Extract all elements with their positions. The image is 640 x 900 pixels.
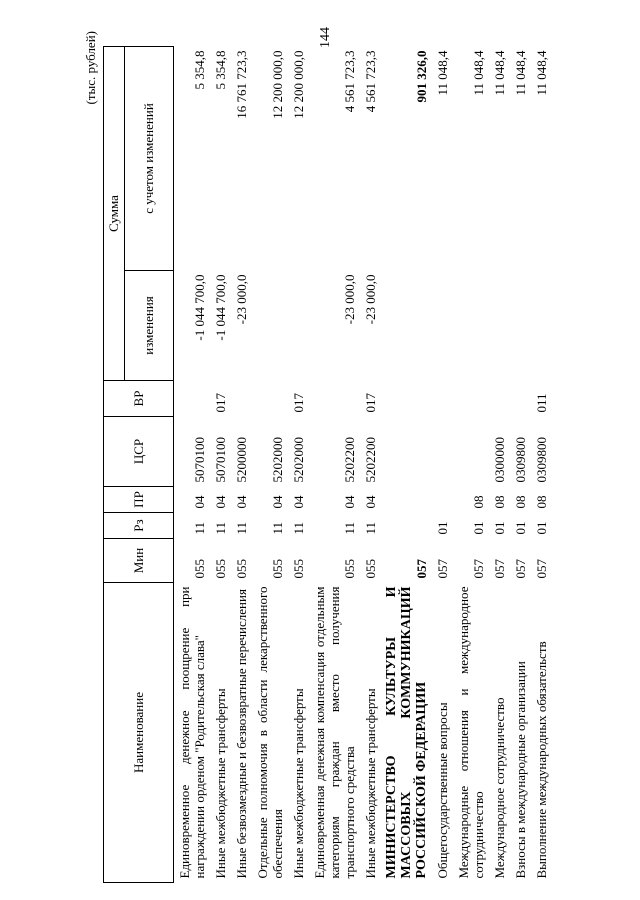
row-change: -23 000,0 (342, 274, 357, 325)
row-csr (381, 417, 432, 487)
row-vr: 017 (291, 393, 306, 413)
rotated-page-content (79, 23, 634, 883)
row-pr: 04 (213, 495, 228, 509)
header-vr: ВР (104, 381, 174, 417)
row-rz: 11 (234, 521, 249, 535)
table-row (531, 47, 552, 883)
row-min: 055 (342, 559, 357, 579)
row-total: 11 048,4 (513, 50, 528, 96)
row-pr: 08 (471, 495, 486, 509)
row-pr (381, 487, 432, 513)
table-row (252, 47, 288, 883)
row-pr: 04 (342, 495, 357, 509)
row-change (453, 271, 489, 381)
row-total: 11 048,4 (492, 50, 507, 96)
row-name: МИНИСТЕРСТВО КУЛЬТУРЫ И МАССОВЫХ КОММУНИКАЦИЙ РОССИЙСКОЙ ФЕДЕРАЦИИ (384, 586, 429, 879)
row-rz: 01 (534, 521, 549, 535)
row-csr (453, 417, 489, 487)
header-change: изменения (125, 271, 174, 381)
row-csr: 0309800 (534, 437, 549, 483)
row-pr: 04 (363, 495, 378, 509)
row-change (510, 271, 531, 381)
row-vr (453, 381, 489, 417)
budget-table (103, 46, 552, 883)
row-name: Общегосударственные вопросы (435, 702, 450, 879)
row-name: Единовременная денежная компенсация отдельным категориям граждан вместо получения транспортного средства (312, 586, 357, 879)
row-name: Выполнение международных обязательств (534, 641, 549, 879)
row-total: 11 048,4 (534, 50, 549, 96)
row-pr: 04 (234, 495, 249, 509)
row-vr (510, 381, 531, 417)
table-row (453, 47, 489, 883)
row-change (252, 271, 288, 381)
row-total: 11 048,4 (435, 50, 450, 96)
table-row (231, 47, 252, 883)
header-csr: ЦСР (104, 417, 174, 487)
row-rz: 11 (291, 521, 306, 535)
row-total: 4 561 723,3 (342, 50, 357, 113)
row-vr (309, 381, 360, 417)
header-min: Мин (104, 539, 174, 583)
row-name: Иные межбюджетные трансферты (363, 688, 378, 879)
row-pr: 04 (270, 495, 285, 509)
row-csr: 5202200 (342, 437, 357, 483)
row-min: 057 (471, 559, 486, 579)
row-csr: 5202200 (363, 437, 378, 483)
row-change (432, 271, 453, 381)
row-csr (432, 417, 453, 487)
row-vr: 017 (213, 393, 228, 413)
row-rz (381, 513, 432, 539)
row-csr: 5070100 (213, 437, 228, 483)
header-name: Наименование (104, 583, 174, 883)
row-total: 12 200 000,0 (291, 50, 306, 119)
header-row-1 (104, 47, 125, 883)
header-with-change: с учетом изменений (125, 47, 174, 271)
header-sum: Сумма (104, 47, 125, 381)
table-row (288, 47, 309, 883)
row-rz: 01 (471, 521, 486, 535)
row-total: 16 761 723,3 (234, 50, 249, 119)
row-name: Иные безвозмездные и безвозвратные перечисления (234, 589, 249, 879)
row-rz: 11 (270, 521, 285, 535)
row-csr: 5200000 (234, 437, 249, 483)
row-vr: 017 (363, 393, 378, 413)
row-vr (432, 381, 453, 417)
row-min: 055 (291, 559, 306, 579)
row-rz: 11 (213, 521, 228, 535)
row-vr (231, 381, 252, 417)
row-change: -23 000,0 (234, 274, 249, 325)
row-change: -23 000,0 (363, 274, 378, 325)
row-change (381, 271, 432, 381)
row-vr (381, 381, 432, 417)
row-min: 055 (213, 559, 228, 579)
header-pr: ПР (104, 487, 174, 513)
page-number: 144 (318, 27, 333, 48)
row-rz: 11 (342, 521, 357, 535)
table-row (381, 47, 432, 883)
table-row (432, 47, 453, 883)
row-rz: 11 (363, 521, 378, 535)
row-csr: 5070100 (192, 437, 207, 483)
row-total: 12 200 000,0 (270, 50, 285, 119)
table-row (174, 47, 211, 883)
row-change: -1 044 700,0 (192, 274, 207, 341)
row-change: -1 044 700,0 (213, 274, 228, 341)
row-name: Иные межбюджетные трансферты (291, 688, 306, 879)
row-total: 901 326,0 (414, 50, 429, 103)
row-min: 055 (270, 559, 285, 579)
row-change (288, 271, 309, 381)
row-pr: 04 (291, 495, 306, 509)
row-pr: 04 (192, 495, 207, 509)
row-name: Взносы в международные организации (513, 661, 528, 879)
row-min: 055 (192, 559, 207, 579)
row-name: Единовременное денежное поощрение при награждении орденом "Родительская слава" (177, 586, 207, 879)
table-row (510, 47, 531, 883)
header-rz: Рз (104, 513, 174, 539)
row-min: 057 (534, 559, 549, 579)
row-name: Иные межбюджетные трансферты (213, 688, 228, 879)
table-row (489, 47, 510, 883)
row-change (531, 271, 552, 381)
row-total: 5 354,8 (192, 50, 207, 90)
row-pr: 08 (492, 495, 507, 509)
row-min: 055 (363, 559, 378, 579)
row-total: 5 354,8 (213, 50, 228, 90)
table-body (174, 47, 553, 883)
row-rz: 01 (513, 521, 528, 535)
row-vr (174, 381, 211, 417)
row-name: Международные отношения и международное сотрудничество (456, 586, 486, 879)
row-name: Отдельные полномочия в области лекарственного обеспечения (255, 586, 285, 879)
table-row (309, 47, 360, 883)
table-row (360, 47, 381, 883)
row-total: 11 048,4 (471, 50, 486, 96)
row-change (489, 271, 510, 381)
row-csr: 5202000 (270, 437, 285, 483)
row-vr (489, 381, 510, 417)
row-min: 057 (513, 559, 528, 579)
units-note: (тыс. рублей) (83, 31, 98, 105)
row-csr: 0309800 (513, 437, 528, 483)
row-pr: 08 (513, 495, 528, 509)
row-total: 4 561 723,3 (363, 50, 378, 113)
row-rz: 11 (192, 521, 207, 535)
row-vr (252, 381, 288, 417)
row-min: 057 (414, 559, 429, 579)
row-pr: 08 (534, 495, 549, 509)
row-min: 057 (435, 559, 450, 579)
row-name: Международное сотрудничество (492, 697, 507, 879)
row-csr: 5202000 (291, 437, 306, 483)
row-csr: 0300000 (492, 437, 507, 483)
row-rz: 01 (492, 521, 507, 535)
table-row (210, 47, 231, 883)
row-rz: 01 (435, 521, 450, 535)
row-pr (432, 487, 453, 513)
row-min: 055 (234, 559, 249, 579)
row-vr: 011 (534, 393, 549, 413)
row-min: 057 (492, 559, 507, 579)
